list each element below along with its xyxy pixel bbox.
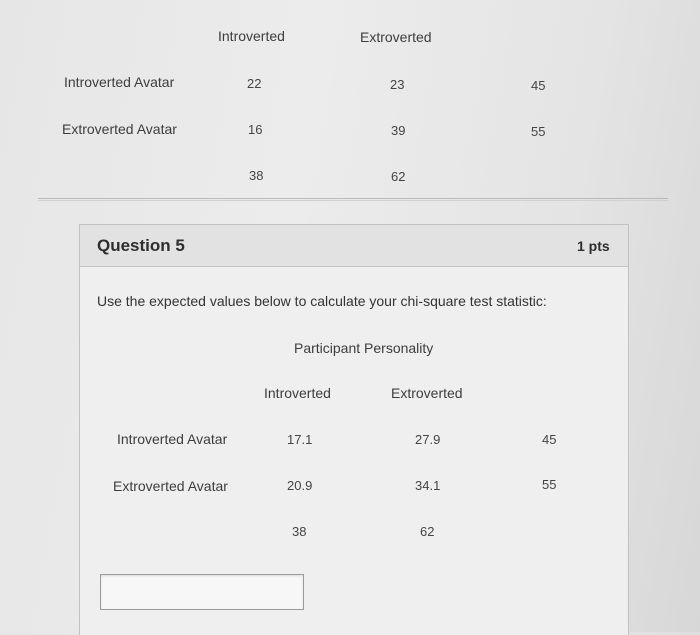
- row-label: Introverted Avatar: [64, 74, 175, 90]
- col-header-introverted: Introverted: [264, 385, 331, 401]
- row-total: 45: [542, 432, 557, 447]
- column-total: 38: [292, 524, 307, 539]
- question-prompt: Use the expected values below to calculate your chi-square test statistic:: [97, 293, 547, 309]
- row-total: 55: [542, 477, 557, 492]
- table-cell: 34.1: [415, 478, 441, 493]
- question-header: [80, 225, 628, 267]
- col-header-extroverted: Extroverted: [391, 385, 463, 401]
- table-cell: 22: [247, 76, 262, 91]
- table-cell: 16: [248, 122, 263, 137]
- table-cell: 27.9: [415, 432, 441, 447]
- divider: [38, 200, 668, 201]
- col-header-introverted: Introverted: [218, 28, 285, 44]
- answer-input[interactable]: [100, 574, 304, 610]
- row-label: Extroverted Avatar: [113, 478, 228, 494]
- column-total: 62: [391, 169, 406, 184]
- row-total: 45: [531, 78, 546, 93]
- divider: [38, 198, 668, 199]
- table-caption: Participant Personality: [294, 340, 434, 356]
- column-total: 62: [420, 524, 435, 539]
- table-cell: 20.9: [287, 478, 313, 493]
- table-cell: 39: [391, 123, 406, 138]
- column-total: 38: [249, 168, 264, 183]
- table-cell: 23: [390, 77, 405, 92]
- row-total: 55: [531, 124, 546, 139]
- col-header-extroverted: Extroverted: [360, 29, 432, 45]
- question-title: Question 5: [97, 236, 185, 255]
- table-cell: 17.1: [287, 432, 313, 447]
- question-points: 1 pts: [577, 238, 610, 254]
- row-label: Extroverted Avatar: [62, 121, 177, 137]
- row-label: Introverted Avatar: [117, 431, 228, 447]
